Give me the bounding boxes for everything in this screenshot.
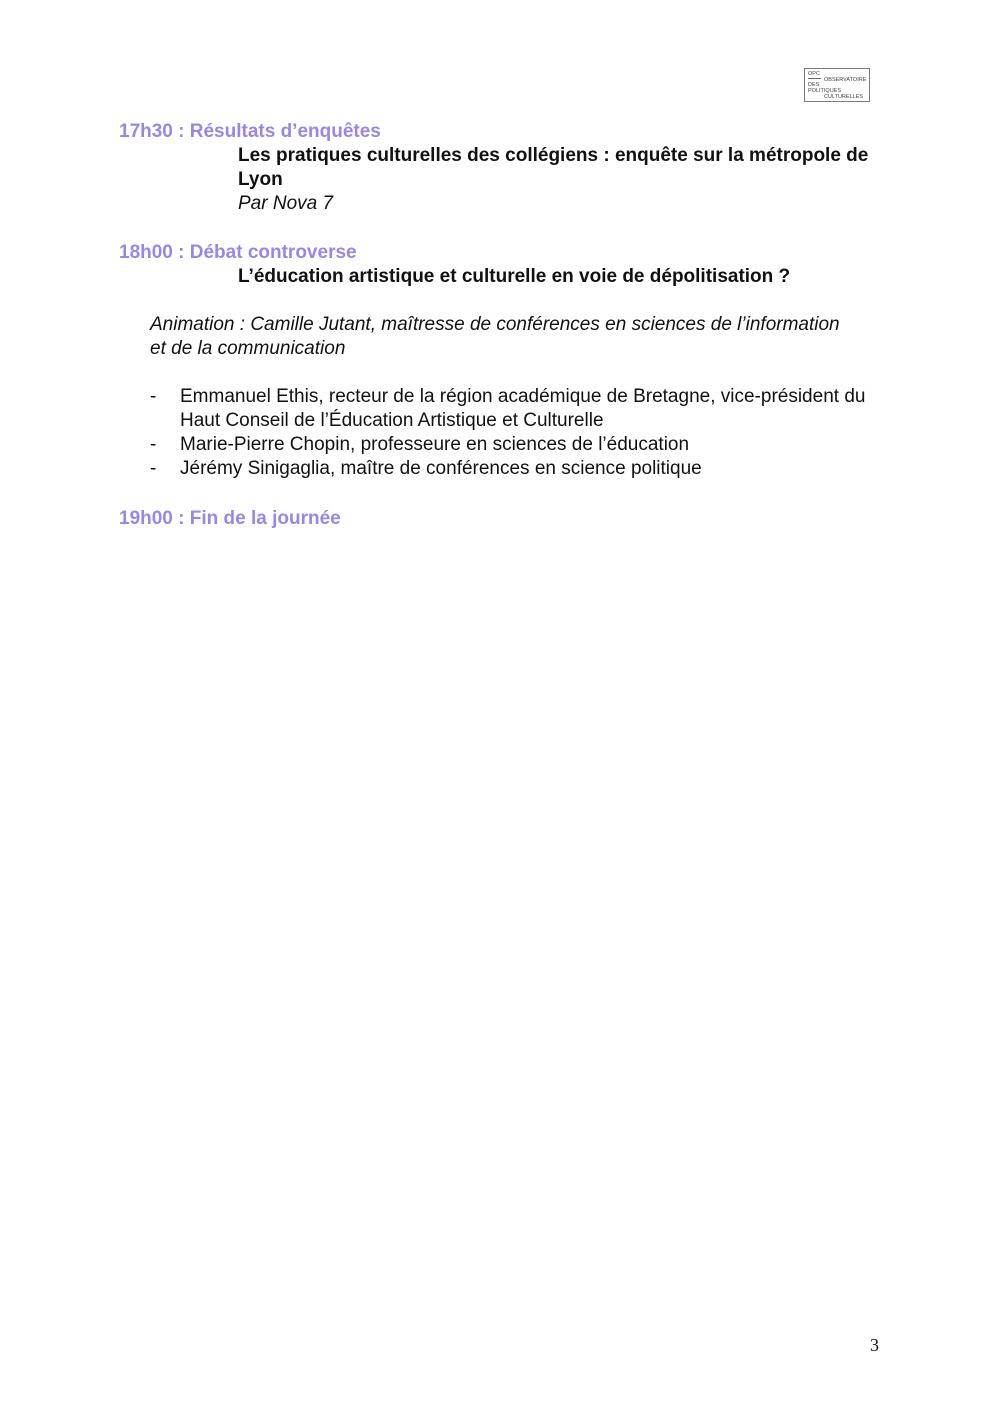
session-time-1900: 19h00 : Fin de la journée (119, 508, 341, 529)
logo-rule (808, 78, 821, 79)
session-time-1730: 17h30 : Résultats d’enquêtes (119, 121, 381, 142)
session-author-1730: Par Nova 7 (238, 193, 334, 214)
opc-logo (804, 68, 870, 102)
session-time-1800: 18h00 : Débat controverse (119, 242, 357, 263)
list-dash: - (150, 434, 157, 455)
logo-line-4: CULTURELLES (824, 94, 864, 100)
logo-line-3: POLITIQUES (808, 88, 842, 94)
logo-line-1: OBSERVATOIRE (824, 77, 867, 83)
list-item (150, 385, 870, 433)
speaker-text: Jérémy Sinigaglia, maître de conférences en science politique (180, 458, 702, 479)
speaker-list (150, 385, 870, 481)
list-item (150, 433, 870, 457)
speaker-text: Marie-Pierre Chopin, professeure en sciences de l’éducation (180, 434, 690, 455)
speaker-text: Emmanuel Ethis, recteur de la région académique de Bretagne, vice-président du Haut Conseil de l’Éducation Artistique et Culturelle (180, 386, 866, 431)
page-number: 3 (870, 1335, 879, 1355)
session-title-1800: L’éducation artistique et culturelle en voie de dépolitisation ? (238, 266, 791, 287)
logo-opc: OPC (808, 71, 820, 77)
list-dash: - (150, 386, 157, 407)
logo-line-2: DES (808, 82, 820, 88)
session-animation: Animation : Camille Jutant, maîtresse de conférences en sciences de l’information et de la communication (150, 314, 840, 359)
list-dash: - (150, 458, 157, 479)
list-item (150, 457, 870, 481)
session-title-1730: Les pratiques culturelles des collégiens : enquête sur la métropole de Lyon (238, 145, 869, 190)
